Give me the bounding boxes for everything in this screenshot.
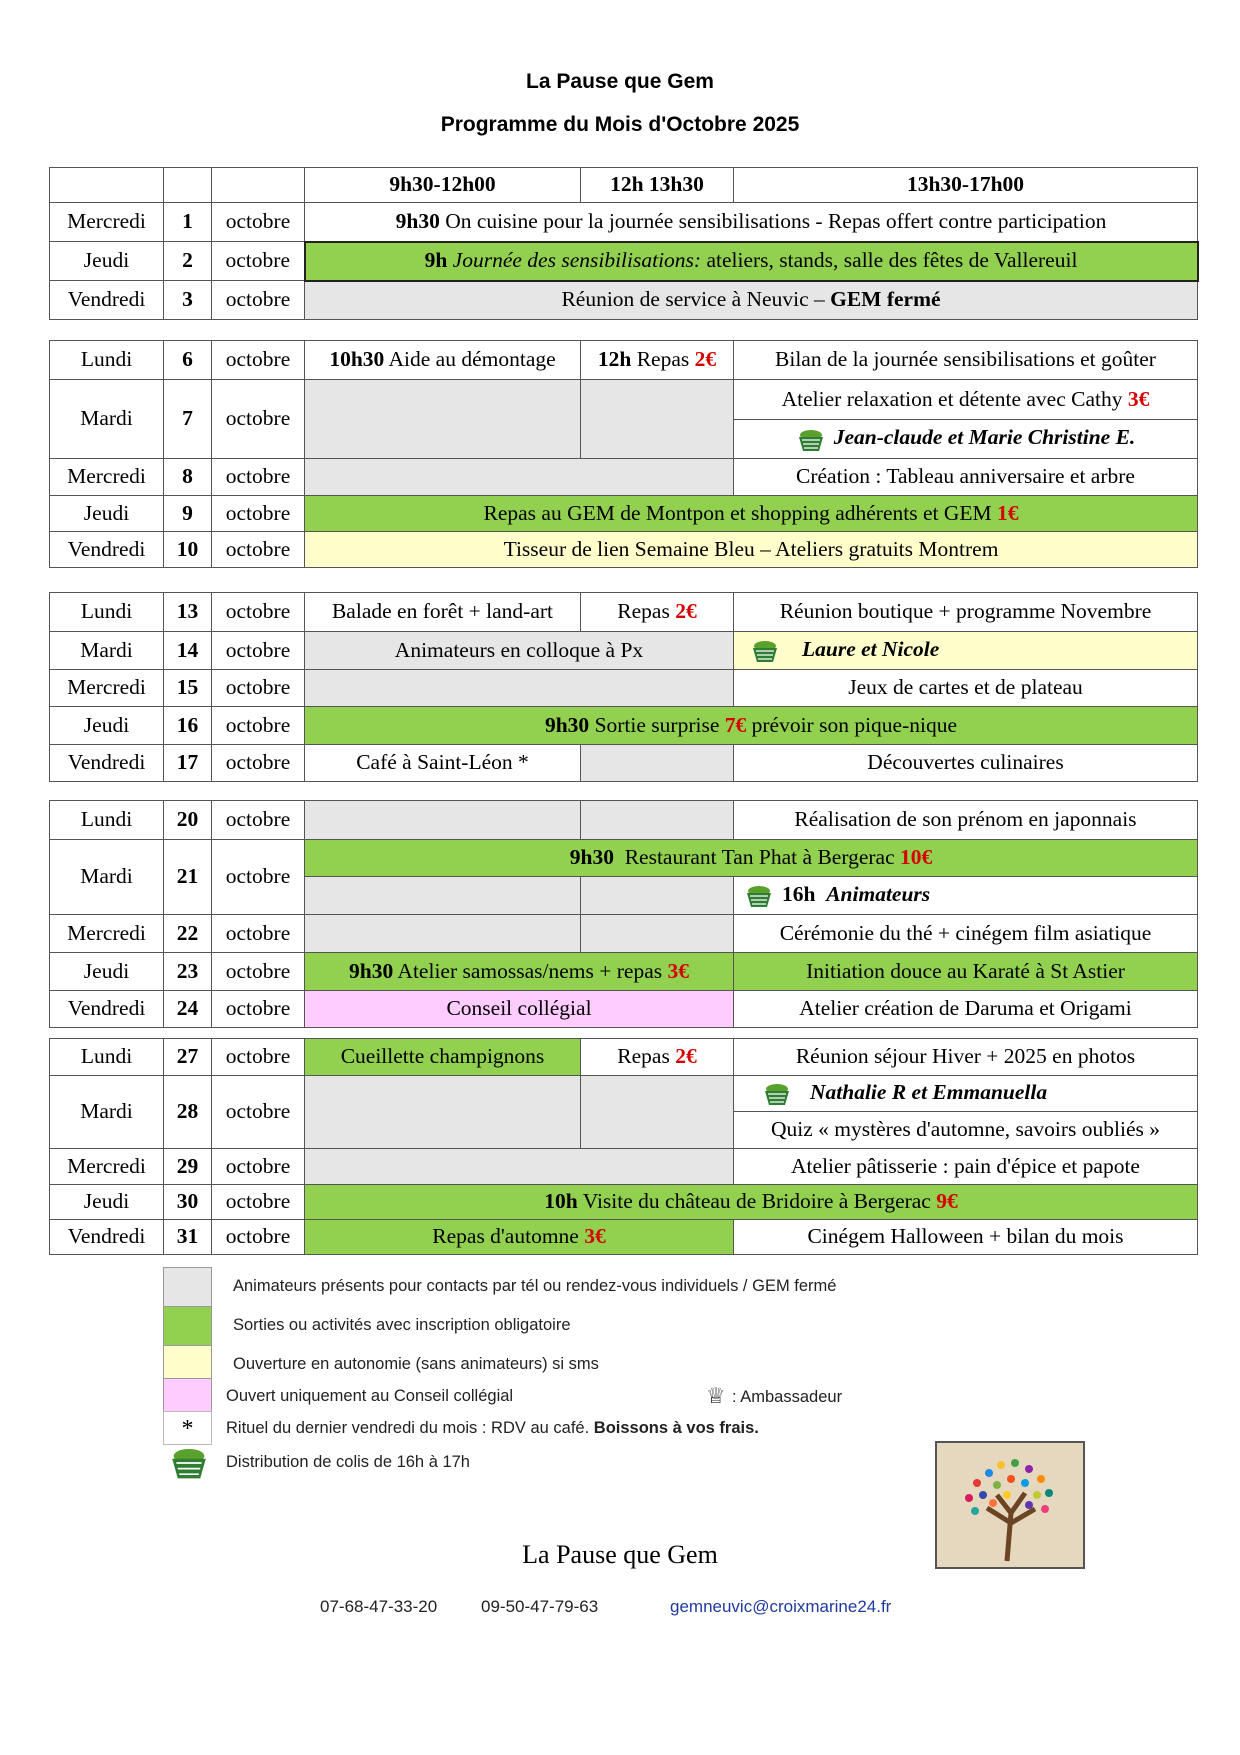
activity-cell: 9h30 On cuisine pour la journée sensibilisations - Repas offert contre participation: [305, 203, 1198, 242]
activity-cell: Quiz « mystères d'automne, savoirs oubliés »: [734, 1112, 1198, 1149]
day-name: Mercredi: [50, 203, 164, 242]
activity-cell: Café à Saint-Léon *: [305, 745, 581, 782]
activity-cell: Repas 2€: [581, 1039, 734, 1076]
day-number: 22: [164, 915, 212, 953]
activity-cell: 9h Journée des sensibilisations: ateliers, stands, salle des fêtes de Vallereuil: [305, 242, 1198, 281]
activity-cell: Atelier pâtisserie : pain d'épice et papote: [734, 1149, 1198, 1185]
day-name: Mercredi: [50, 915, 164, 953]
day-name: Jeudi: [50, 707, 164, 745]
basket-icon: [168, 1446, 210, 1480]
empty-cell: [305, 1149, 734, 1185]
empty-cell: [305, 1076, 581, 1149]
day-name: Jeudi: [50, 242, 164, 281]
table-row: [50, 745, 1198, 782]
table-row: [50, 242, 1198, 281]
activity-cell: Cinégem Halloween + bilan du mois: [734, 1220, 1198, 1255]
day-number: 23: [164, 953, 212, 991]
month-label: octobre: [212, 380, 305, 459]
table-row: [50, 496, 1198, 532]
legend-swatch-grey: [163, 1267, 212, 1307]
header-row: [50, 168, 1198, 203]
table-row: [50, 380, 1198, 420]
activity-cell: Cueillette champignons: [305, 1039, 581, 1076]
day-number: 17: [164, 745, 212, 782]
month-label: octobre: [212, 953, 305, 991]
col-afternoon: 13h30-17h00: [734, 168, 1198, 203]
activity-cell: Repas 2€: [581, 593, 734, 632]
day-number: 28: [164, 1076, 212, 1149]
day-name: Mardi: [50, 632, 164, 670]
phone-2: 09-50-47-79-63: [481, 1597, 599, 1616]
activity-cell: 12h Repas 2€: [581, 341, 734, 380]
empty-cell: [581, 745, 734, 782]
page-title: La Pause que Gem: [526, 70, 714, 93]
day-number: 14: [164, 632, 212, 670]
legend-swatch-pink: [163, 1378, 212, 1412]
empty-cell: [581, 915, 734, 953]
day-name: Lundi: [50, 341, 164, 380]
month-label: octobre: [212, 496, 305, 532]
table-row: [50, 1220, 1198, 1255]
week-4-table: [49, 800, 1198, 1028]
day-name: Mercredi: [50, 459, 164, 496]
table-row: [50, 707, 1198, 745]
day-name: Vendredi: [50, 991, 164, 1028]
activity-cell: 9h30 Atelier samossas/nems + repas 3€: [305, 953, 734, 991]
month-label: octobre: [212, 1039, 305, 1076]
week-3-table: [49, 592, 1198, 782]
page-subtitle: Programme du Mois d'Octobre 2025: [440, 113, 800, 136]
day-number: 24: [164, 991, 212, 1028]
day-number: 16: [164, 707, 212, 745]
day-number: 1: [164, 203, 212, 242]
activity-cell: 9h30 Sortie surprise 7€ prévoir son pique-nique: [305, 707, 1198, 745]
day-number: 21: [164, 840, 212, 915]
month-label: octobre: [212, 632, 305, 670]
empty-cell: [305, 877, 581, 915]
activity-cell: Jean-claude et Marie Christine E.: [734, 420, 1198, 459]
activity-cell: 9h30 Restaurant Tan Phat à Bergerac 10€: [305, 840, 1198, 877]
day-number: 31: [164, 1220, 212, 1255]
empty-cell: [581, 801, 734, 840]
activity-cell: Découvertes culinaires: [734, 745, 1198, 782]
activity-cell: Bilan de la journée sensibilisations et goûter: [734, 341, 1198, 380]
table-row: [50, 203, 1198, 242]
day-number: 13: [164, 593, 212, 632]
day-name: Mardi: [50, 1076, 164, 1149]
month-label: octobre: [212, 991, 305, 1028]
month-label: octobre: [212, 1076, 305, 1149]
empty-cell: [305, 801, 581, 840]
day-name: Jeudi: [50, 953, 164, 991]
week-5-table: [49, 1038, 1198, 1255]
legend-star: Rituel du dernier vendredi du mois : RDV au café. Boissons à vos frais.: [226, 1419, 759, 1437]
col-noon: 12h 13h30: [581, 168, 734, 203]
activity-cell: Création : Tableau anniversaire et arbre: [734, 459, 1198, 496]
table-row: [50, 915, 1198, 953]
legend-star-symbol: *: [163, 1411, 212, 1445]
basket-icon: [796, 428, 826, 452]
activity-cell: Réunion de service à Neuvic – GEM fermé: [305, 281, 1198, 320]
day-name: Mercredi: [50, 670, 164, 707]
day-name: Lundi: [50, 801, 164, 840]
legend-yellow: Ouverture en autonomie (sans animateurs) si sms: [233, 1355, 599, 1373]
activity-cell: Cérémonie du thé + cinégem film asiatique: [734, 915, 1198, 953]
empty-cell: [305, 459, 734, 496]
day-number: 29: [164, 1149, 212, 1185]
month-label: octobre: [212, 745, 305, 782]
table-row: [50, 1149, 1198, 1185]
legend-swatch-green: [163, 1306, 212, 1346]
day-number: 15: [164, 670, 212, 707]
month-label: octobre: [212, 707, 305, 745]
activity-cell: 10h30 Aide au démontage: [305, 341, 581, 380]
email-link[interactable]: gemneuvic@croixmarine24.fr: [670, 1597, 892, 1616]
day-name: Lundi: [50, 593, 164, 632]
activity-cell: Jeux de cartes et de plateau: [734, 670, 1198, 707]
empty-cell: [581, 877, 734, 915]
table-row: [50, 670, 1198, 707]
activity-cell: Réunion séjour Hiver + 2025 en photos: [734, 1039, 1198, 1076]
empty-cell: [305, 380, 581, 459]
basket-icon: [750, 639, 780, 663]
month-label: octobre: [212, 915, 305, 953]
day-name: Jeudi: [50, 496, 164, 532]
month-label: octobre: [212, 341, 305, 380]
day-number: 8: [164, 459, 212, 496]
week-2-table: [49, 340, 1198, 568]
legend-crown: : Ambassadeur: [732, 1388, 843, 1406]
empty-cell: [581, 380, 734, 459]
activity-cell: Réalisation de son prénom en japonnais: [734, 801, 1198, 840]
col-morning: 9h30-12h00: [305, 168, 581, 203]
basket-icon: [762, 1082, 792, 1106]
table-row: [50, 341, 1198, 380]
activity-cell: Repas d'automne 3€: [305, 1220, 734, 1255]
day-name: Mardi: [50, 840, 164, 915]
activity-cell: 16h Animateurs: [734, 877, 1198, 915]
empty-cell: [305, 670, 734, 707]
empty-cell: [305, 915, 581, 953]
crown-icon: ♕: [706, 1383, 726, 1408]
day-number: 20: [164, 801, 212, 840]
day-number: 27: [164, 1039, 212, 1076]
day-name: Vendredi: [50, 1220, 164, 1255]
activity-cell: Tisseur de lien Semaine Bleu – Ateliers gratuits Montrem: [305, 532, 1198, 568]
month-label: octobre: [212, 203, 305, 242]
activity-cell: Laure et Nicole: [734, 632, 1198, 670]
month-label: octobre: [212, 242, 305, 281]
week-1-table: [49, 167, 1199, 320]
legend-pink: Ouvert uniquement au Conseil collégial: [226, 1387, 514, 1405]
activity-cell: Conseil collégial: [305, 991, 734, 1028]
table-row: [50, 953, 1198, 991]
day-name: Jeudi: [50, 1185, 164, 1220]
table-row: [50, 632, 1198, 670]
month-label: octobre: [212, 281, 305, 320]
table-row: [50, 459, 1198, 496]
month-label: octobre: [212, 840, 305, 915]
month-label: octobre: [212, 459, 305, 496]
empty-cell: [581, 1076, 734, 1149]
month-label: octobre: [212, 801, 305, 840]
activity-cell: Animateurs en colloque à Px: [305, 632, 734, 670]
table-row: [50, 840, 1198, 877]
legend-grey: Animateurs présents pour contacts par tél ou rendez-vous individuels / GEM fermé: [233, 1277, 837, 1295]
day-name: Lundi: [50, 1039, 164, 1076]
legend-green: Sorties ou activités avec inscription obligatoire: [233, 1316, 571, 1334]
day-name: Vendredi: [50, 745, 164, 782]
activity-cell: Balade en forêt + land-art: [305, 593, 581, 632]
month-label: octobre: [212, 1149, 305, 1185]
phone-1: 07-68-47-33-20: [320, 1597, 438, 1616]
month-label: octobre: [212, 1185, 305, 1220]
day-number: 30: [164, 1185, 212, 1220]
day-name: Vendredi: [50, 281, 164, 320]
activity-cell: Atelier création de Daruma et Origami: [734, 991, 1198, 1028]
table-row: [50, 593, 1198, 632]
activity-cell: Repas au GEM de Montpon et shopping adhérents et GEM 1€: [305, 496, 1198, 532]
footer-name: La Pause que Gem: [522, 1540, 718, 1569]
month-label: octobre: [212, 532, 305, 568]
table-row: [50, 1039, 1198, 1076]
activity-cell: Réunion boutique + programme Novembre: [734, 593, 1198, 632]
table-row: [50, 281, 1198, 320]
activity-cell: Atelier relaxation et détente avec Cathy 3€: [734, 380, 1198, 420]
table-row: [50, 1076, 1198, 1112]
day-name: Mardi: [50, 380, 164, 459]
day-number: 3: [164, 281, 212, 320]
table-row: [50, 532, 1198, 568]
legend-basket: Distribution de colis de 16h à 17h: [226, 1453, 470, 1471]
day-number: 9: [164, 496, 212, 532]
activity-cell: Initiation douce au Karaté à St Astier: [734, 953, 1198, 991]
activity-cell: 10h Visite du château de Bridoire à Bergerac 9€: [305, 1185, 1198, 1220]
day-number: 7: [164, 380, 212, 459]
day-number: 10: [164, 532, 212, 568]
month-label: octobre: [212, 593, 305, 632]
day-number: 2: [164, 242, 212, 281]
table-row: [50, 991, 1198, 1028]
day-name: Mercredi: [50, 1149, 164, 1185]
table-row: [50, 1185, 1198, 1220]
day-name: Vendredi: [50, 532, 164, 568]
legend-swatch-yellow: [163, 1345, 212, 1379]
month-label: octobre: [212, 1220, 305, 1255]
activity-cell: Nathalie R et Emmanuella: [734, 1076, 1198, 1112]
day-number: 6: [164, 341, 212, 380]
month-label: octobre: [212, 670, 305, 707]
table-row: [50, 801, 1198, 840]
basket-icon: [744, 884, 774, 908]
